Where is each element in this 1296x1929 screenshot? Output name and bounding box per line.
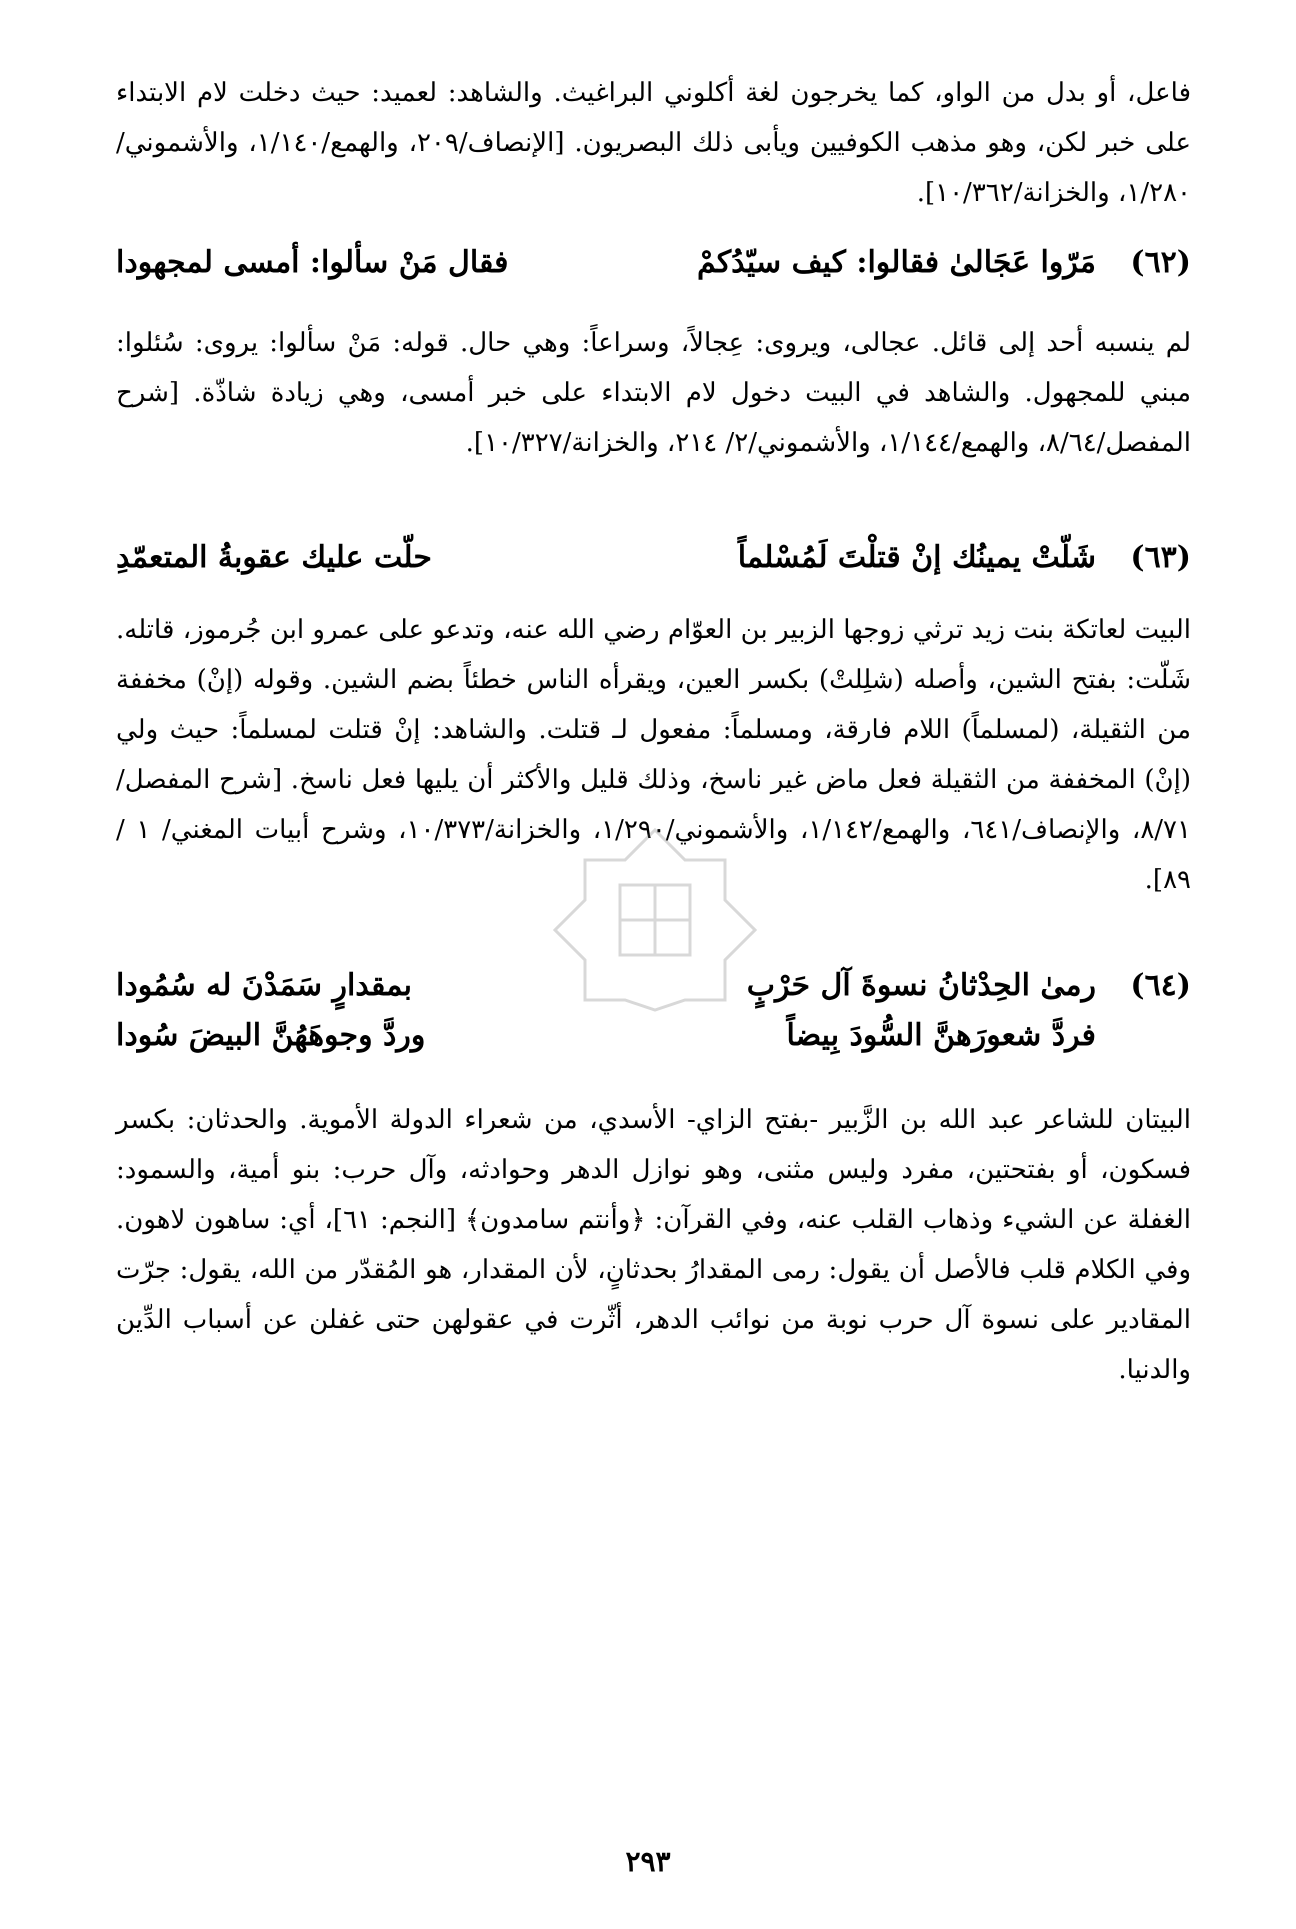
paragraph-2 [116,318,1191,468]
paragraph-4 [116,1095,1191,1395]
verse-second-hemistich: بمقدارٍ سَمَدْنَ له سُمُودا [116,968,412,1003]
verse-number: (٦٣) [1130,540,1191,575]
paragraph-text: البيت لعاتكة بنت زيد ترثي زوجها الزبير بن العوّام رضي الله عنه، وتدعو على عمرو ابن جُرموز، قاتله. شَلّت: بفتح الشين، وأصله (شلِلتْ) بكسر العين، ويقرأه الناس خطئاً بضم الشين. وقوله (إنْ) مخففة من الثقيلة، (لمسلماً) اللام فارقة، ومسلماً: مفعول لـ قتلت. والشاهد: إنْ قتلت لمسلماً: حيث ولي (إنْ) المخففة من الثقيلة فعل ماض غير ناسخ، وذلك قليل والأكثر أن يليها فعل ناسخ. [شرح المفصل/٨/٧١، والإنصاف/٦٤١، والهمع/١/١٤٢، والأشموني/١/٢٩٠، والخزانة/١٠/٣٧٣، وشرح أبيات المغني/ ١ /٨٩]. [116,615,1192,895]
verse-64-line-2 [116,1018,1191,1068]
verse-62 [116,245,1191,295]
verse-second-hemistich: وردَّ وجوهَهُنَّ البيضَ سُودا [116,1018,426,1053]
paragraph-text: البيتان للشاعر عبد الله بن الزَّبير -بفتح الزاي- الأسدي، من شعراء الدولة الأموية. والحدثان: بكسر فسكون، أو بفتحتين، مفرد وليس مثنى، وهو نوازل الدهر وحوادثه، وآل حرب: بنو أمية، والسمود: الغفلة عن الشيء وذهاب القلب عنه، وفي القرآن: ﴿وأنتم سامدون﴾ [النجم: ٦١]، أي: ساهون لاهون. وفي الكلام قلب فالأصل أن يقول: رمى المقدارُ بحدثانٍ، لأن المقدار، هو المُقدّر من الله، يقول: جرّت المقادير على نسوة آل حرب نوبة من نوائب الدهر، أثّرت في عقولهن حتى غفلن عن أسباب الدِّين والدنيا. [116,1105,1191,1385]
verse-first-hemistich: شَلّتْ يمينُك إنْ قتلْتَ لَمُسْلماً [737,540,1096,575]
paragraph-text: فاعل، أو بدل من الواو، كما يخرجون لغة أكلوني البراغيث. والشاهد: لعميد: حيث دخلت لام الابتداء على خبر لكن، وهو مذهب الكوفيين ويأبى ذلك البصريون. [الإنصاف/٢٠٩، والهمع/١/١٤٠، والأشموني/١/٢٨٠، والخزانة/١٠/٣٦٢]. [116,78,1191,208]
watermark-seal-icon [540,820,770,1020]
verse-second-hemistich: حلّت عليك عقوبةُ المتعمّدِ [116,540,432,575]
paragraph-text: لم ينسبه أحد إلى قائل. عجالى، ويروى: عِجالاً، وسراعاً: وهي حال. قوله: مَنْ سألوا: يروى: سُئلوا: مبني للمجهول. والشاهد في البيت دخول لام الابتداء على خبر أمسى، وهي زيادة شاذّة. [شرح المفصل/٨/٦٤، والهمع/١/١٤٤، والأشموني/٢/ ٢١٤، والخزانة/١٠/٣٢٧]. [116,328,1191,458]
verse-second-hemistich: فقال مَنْ سألوا: أمسى لمجهودا [116,245,509,280]
verse-first-hemistich: رمىٰ الحِدْثانُ نسوةَ آل حَرْبٍ [746,968,1096,1003]
paragraph-1 [116,68,1191,218]
page-number: ٢٩٣ [625,1845,671,1878]
verse-number: (٦٢) [1130,245,1191,280]
verse-first-hemistich: فردَّ شعورَهنَّ السُّودَ بِيضاً [786,1018,1096,1053]
verse-63 [116,540,1191,590]
verse-first-hemistich: مَرّوا عَجَالىٰ فقالوا: كيف سيّدُكمْ [696,245,1096,280]
verse-number: (٦٤) [1130,968,1191,1003]
